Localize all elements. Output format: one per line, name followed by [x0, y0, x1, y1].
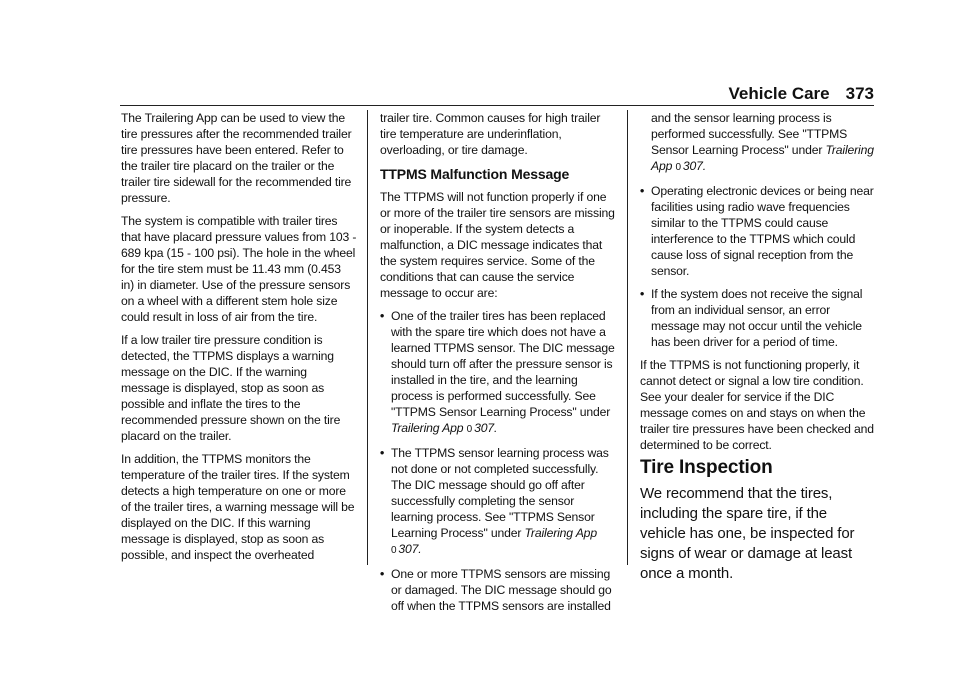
- bullet-item: [640, 286, 876, 350]
- xref-link[interactable]: Trailering App: [651, 143, 874, 173]
- bullet-item: [380, 445, 616, 559]
- xref-link[interactable]: Trailering App: [391, 421, 464, 435]
- bullet-text: One or more TTPMS sensors are missing or damaged. The DIC message should go off when the TTPMS sensors are installed: [391, 567, 612, 613]
- section-title: Tire Inspection: [640, 457, 773, 478]
- xref-arrow-icon: 0: [466, 424, 473, 435]
- bullet-text: If the system does not receive the signal from an individual sensor, an error message may not occur until the vehicle has been driver for a period of time.: [651, 287, 863, 349]
- column-3: [640, 110, 876, 591]
- xref-arrow-icon: 0: [675, 162, 681, 173]
- section-lead: We recommend that the tires, including the spare tire, if the vehicle has one, be inspected for signs of wear or damage at least once a month.: [640, 485, 855, 582]
- column-divider: [367, 110, 368, 565]
- paragraph: In addition, the TTPMS monitors the temperature of the trailer tires. If the system detects a high temperature on one or more of the trailer tires, a warning message will be displayed on the DIC. If this warning message is displayed, stop as soon as possible, and inspect the overheated: [121, 452, 355, 562]
- bullet-item: [640, 183, 876, 279]
- paragraph: If the TTPMS is not functioning properly, it cannot detect or signal a low tire condition. See your dealer for service if the DIC message comes on and stays on when the trailer tire pressures have been checked and determined to be correct.: [640, 358, 874, 452]
- paragraph: If a low trailer tire pressure condition is detected, the TTPMS displays a warning message on the DIC. If the warning message is displayed, stop as soon as possible and inflate the tires to the recommended pressure shown on the tire placard on the trailer.: [121, 333, 341, 443]
- paragraph: The TTPMS will not function properly if one or more of the trailer tire sensors are missing or inoperable. If the system detects a malfunction, a DIC message indicates that the system requires service. Some of the conditions that can cause the service message to occur are:: [380, 190, 615, 300]
- xref-page[interactable]: 307.: [398, 542, 422, 556]
- column-1: [121, 110, 357, 570]
- bullet-item: [380, 308, 616, 438]
- page-number: 373: [845, 84, 874, 103]
- bullet-text: One of the trailer tires has been replaced with the spare tire which does not have a learned TTPMS sensor. The DIC message should turn off after the pressure sensor is installed in the tire, and the learning process is performed successfully. See "TTPMS Sensor Learning Process" under: [391, 309, 615, 419]
- header-rule: [120, 105, 874, 106]
- bullet-text: and the sensor learning process is performed successfully. See "TTPMS Sensor Learning Process" under: [651, 111, 848, 157]
- bullet-continuation: [640, 110, 876, 176]
- section-name: Vehicle Care: [728, 84, 830, 103]
- subheading: TTPMS Malfunction Message: [380, 166, 570, 182]
- paragraph: The system is compatible with trailer tires that have placard pressure values from 103 - 689 kpa (15 - 100 psi). The hole in the wheel for the tire stem must be 11.43 mm (0.453 in) in diameter. Use of the pressure sensors on a wheel with a different stem hole size could result in loss of air from the tire.: [121, 214, 357, 324]
- paragraph: The Trailering App can be used to view the tire pressures after the recommended trailer tire pressures have been entered. Refer to the trailer tire placard on the trailer or the trailer tire sidewall for the recommended tire pressure.: [121, 111, 352, 205]
- column-divider: [627, 110, 628, 565]
- xref-arrow-icon: 0: [391, 545, 397, 556]
- paragraph: trailer tire. Common causes for high trailer tire temperature are underinflation, overloading, or tire damage.: [380, 111, 601, 157]
- column-2: [380, 110, 616, 621]
- bullet-item: [380, 566, 616, 614]
- xref-page[interactable]: 307.: [682, 159, 707, 173]
- bullet-text: Operating electronic devices or being near facilities using radio wave frequencies similar to the TTPMS could cause interference to the TTPMS which could cause loss of signal reception from the sensor.: [651, 184, 874, 278]
- xref-link[interactable]: Trailering App: [524, 526, 597, 540]
- xref-page[interactable]: 307.: [474, 421, 498, 435]
- bullet-text: The TTPMS sensor learning process was not done or not completed successfully. The DIC message should go off after successfully completing the sensor learning process. See "TTPMS Sensor Learning Process" under: [391, 446, 609, 540]
